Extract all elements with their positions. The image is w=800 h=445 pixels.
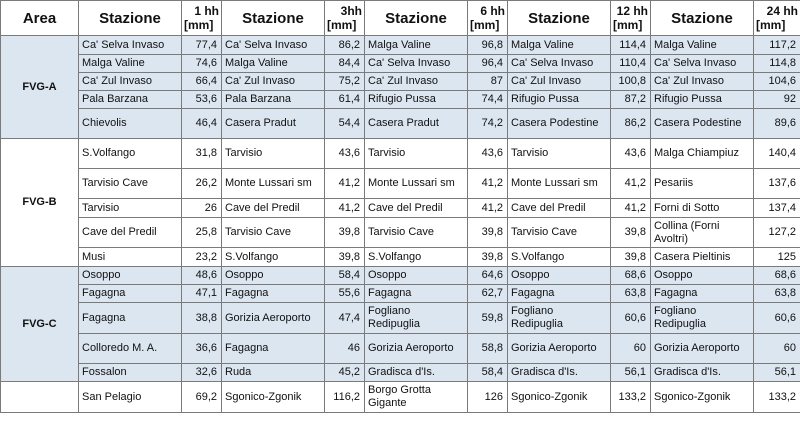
station-cell: S.Volfango bbox=[222, 248, 325, 267]
station-cell: Gorizia Aeroporto bbox=[222, 303, 325, 334]
station-cell: Ca' Zul Invaso bbox=[79, 73, 182, 91]
station-cell: Fogliano Redipuglia bbox=[365, 303, 468, 334]
stazione-header-3: Stazione bbox=[365, 1, 468, 36]
value-cell: 25,8 bbox=[182, 218, 222, 248]
value-cell: 39,8 bbox=[611, 218, 651, 248]
station-cell: Ca' Selva Invaso bbox=[222, 36, 325, 55]
table-row bbox=[1, 36, 800, 55]
value-cell: 39,8 bbox=[325, 218, 365, 248]
value-cell: 116,2 bbox=[325, 382, 365, 413]
station-cell: Tarvisio Cave bbox=[79, 169, 182, 199]
station-cell: Fagagna bbox=[651, 285, 754, 303]
value-cell: 58,4 bbox=[468, 364, 508, 382]
station-cell: Casera Pradut bbox=[222, 109, 325, 139]
area-header: Area bbox=[1, 1, 79, 36]
value-cell: 63,8 bbox=[611, 285, 651, 303]
value-cell: 59,8 bbox=[468, 303, 508, 334]
value-cell: 87,2 bbox=[611, 91, 651, 109]
station-cell: Osoppo bbox=[508, 267, 611, 285]
value-cell: 114,4 bbox=[611, 36, 651, 55]
value-cell: 26 bbox=[182, 199, 222, 218]
station-cell: Cave del Predil bbox=[508, 199, 611, 218]
value-cell: 96,8 bbox=[468, 36, 508, 55]
value-cell: 89,6 bbox=[754, 109, 800, 139]
area-cell bbox=[1, 382, 79, 413]
station-cell: Pala Barzana bbox=[222, 91, 325, 109]
value-cell: 66,4 bbox=[182, 73, 222, 91]
station-cell: Fagagna bbox=[508, 285, 611, 303]
header-row bbox=[1, 1, 800, 36]
value-cell: 55,6 bbox=[325, 285, 365, 303]
value-cell: 87 bbox=[468, 73, 508, 91]
table-row bbox=[1, 382, 800, 413]
station-cell: Ca' Selva Invaso bbox=[365, 55, 468, 73]
value-cell: 77,4 bbox=[182, 36, 222, 55]
value-cell: 46,4 bbox=[182, 109, 222, 139]
station-cell: Malga Valine bbox=[222, 55, 325, 73]
station-cell: Osoppo bbox=[222, 267, 325, 285]
value-cell: 126 bbox=[468, 382, 508, 413]
value-cell: 53,6 bbox=[182, 91, 222, 109]
station-cell: Rifugio Pussa bbox=[651, 91, 754, 109]
station-cell: Fogliano Redipuglia bbox=[651, 303, 754, 334]
station-cell: Ca' Selva Invaso bbox=[651, 55, 754, 73]
value-cell: 41,2 bbox=[611, 169, 651, 199]
value-cell: 75,2 bbox=[325, 73, 365, 91]
station-cell: Pesariis bbox=[651, 169, 754, 199]
value-cell: 32,6 bbox=[182, 364, 222, 382]
value-cell: 137,4 bbox=[754, 199, 800, 218]
value-cell: 137,6 bbox=[754, 169, 800, 199]
station-cell: Ca' Zul Invaso bbox=[365, 73, 468, 91]
station-cell: Malga Valine bbox=[651, 36, 754, 55]
station-cell: Tarvisio bbox=[79, 199, 182, 218]
value-cell: 31,8 bbox=[182, 139, 222, 169]
duration-header-12h: 12 hh [mm] bbox=[611, 1, 651, 36]
value-cell: 39,8 bbox=[611, 248, 651, 267]
value-cell: 48,6 bbox=[182, 267, 222, 285]
value-cell: 41,2 bbox=[325, 199, 365, 218]
station-cell: Sgonico-Zgonik bbox=[651, 382, 754, 413]
value-cell: 64,6 bbox=[468, 267, 508, 285]
station-cell: Sgonico-Zgonik bbox=[508, 382, 611, 413]
station-cell: Collina (Forni Avoltri) bbox=[651, 218, 754, 248]
stazione-header-4: Stazione bbox=[508, 1, 611, 36]
station-cell: Gradisca d'Is. bbox=[365, 364, 468, 382]
table-row bbox=[1, 73, 800, 91]
station-cell: Fagagna bbox=[365, 285, 468, 303]
value-cell: 41,2 bbox=[611, 199, 651, 218]
station-cell: Tarvisio bbox=[508, 139, 611, 169]
stazione-header-2: Stazione bbox=[222, 1, 325, 36]
value-cell: 74,6 bbox=[182, 55, 222, 73]
station-cell: Fagagna bbox=[79, 285, 182, 303]
duration-header-3h: 3hh [mm] bbox=[325, 1, 365, 36]
value-cell: 86,2 bbox=[611, 109, 651, 139]
value-cell: 84,4 bbox=[325, 55, 365, 73]
station-cell: Gorizia Aeroporto bbox=[508, 334, 611, 364]
area-cell: FVG-C bbox=[1, 267, 79, 382]
station-cell: Gradisca d'Is. bbox=[651, 364, 754, 382]
table-row bbox=[1, 199, 800, 218]
duration-header-24h: 24 hh [mm] bbox=[754, 1, 800, 36]
stazione-header-1: Stazione bbox=[79, 1, 182, 36]
station-cell: Cave del Predil bbox=[79, 218, 182, 248]
station-cell: Ca' Zul Invaso bbox=[222, 73, 325, 91]
value-cell: 23,2 bbox=[182, 248, 222, 267]
station-cell: San Pelagio bbox=[79, 382, 182, 413]
value-cell: 60 bbox=[611, 334, 651, 364]
table-row bbox=[1, 91, 800, 109]
value-cell: 39,8 bbox=[468, 218, 508, 248]
value-cell: 58,8 bbox=[468, 334, 508, 364]
value-cell: 140,4 bbox=[754, 139, 800, 169]
station-cell: Tarvisio Cave bbox=[365, 218, 468, 248]
value-cell: 133,2 bbox=[611, 382, 651, 413]
area-cell: FVG-A bbox=[1, 36, 79, 139]
value-cell: 117,2 bbox=[754, 36, 800, 55]
station-cell: Tarvisio Cave bbox=[222, 218, 325, 248]
station-cell: Cave del Predil bbox=[365, 199, 468, 218]
value-cell: 69,2 bbox=[182, 382, 222, 413]
station-cell: Monte Lussari sm bbox=[222, 169, 325, 199]
table-row bbox=[1, 139, 800, 169]
value-cell: 133,2 bbox=[754, 382, 800, 413]
station-cell: Ruda bbox=[222, 364, 325, 382]
value-cell: 41,2 bbox=[468, 199, 508, 218]
value-cell: 68,6 bbox=[754, 267, 800, 285]
value-cell: 39,8 bbox=[325, 248, 365, 267]
value-cell: 100,8 bbox=[611, 73, 651, 91]
station-cell: Tarvisio bbox=[222, 139, 325, 169]
station-cell: Malga Valine bbox=[79, 55, 182, 73]
station-cell: Ca' Zul Invaso bbox=[651, 73, 754, 91]
table-row bbox=[1, 334, 800, 364]
station-cell: Gorizia Aeroporto bbox=[365, 334, 468, 364]
value-cell: 58,4 bbox=[325, 267, 365, 285]
value-cell: 54,4 bbox=[325, 109, 365, 139]
value-cell: 56,1 bbox=[611, 364, 651, 382]
value-cell: 47,1 bbox=[182, 285, 222, 303]
value-cell: 86,2 bbox=[325, 36, 365, 55]
value-cell: 125 bbox=[754, 248, 800, 267]
table-row bbox=[1, 248, 800, 267]
station-cell: S.Volfango bbox=[508, 248, 611, 267]
value-cell: 43,6 bbox=[611, 139, 651, 169]
table-row bbox=[1, 109, 800, 139]
station-cell: Osoppo bbox=[365, 267, 468, 285]
station-cell: Ca' Zul Invaso bbox=[508, 73, 611, 91]
station-cell: Rifugio Pussa bbox=[365, 91, 468, 109]
station-cell: Rifugio Pussa bbox=[508, 91, 611, 109]
value-cell: 60 bbox=[754, 334, 800, 364]
value-cell: 47,4 bbox=[325, 303, 365, 334]
value-cell: 62,7 bbox=[468, 285, 508, 303]
station-cell: Casera Pradut bbox=[365, 109, 468, 139]
value-cell: 43,6 bbox=[325, 139, 365, 169]
station-cell: Gradisca d'Is. bbox=[508, 364, 611, 382]
table-row bbox=[1, 364, 800, 382]
value-cell: 127,2 bbox=[754, 218, 800, 248]
station-cell: Osoppo bbox=[651, 267, 754, 285]
station-cell: Gorizia Aeroporto bbox=[651, 334, 754, 364]
station-cell: Fogliano Redipuglia bbox=[508, 303, 611, 334]
station-cell: Colloredo M. A. bbox=[79, 334, 182, 364]
value-cell: 68,6 bbox=[611, 267, 651, 285]
value-cell: 63,8 bbox=[754, 285, 800, 303]
station-cell: Osoppo bbox=[79, 267, 182, 285]
value-cell: 60,6 bbox=[754, 303, 800, 334]
station-cell: Ca' Selva Invaso bbox=[79, 36, 182, 55]
value-cell: 110,4 bbox=[611, 55, 651, 73]
value-cell: 56,1 bbox=[754, 364, 800, 382]
table-row bbox=[1, 267, 800, 285]
station-cell: Tarvisio Cave bbox=[508, 218, 611, 248]
value-cell: 61,4 bbox=[325, 91, 365, 109]
station-cell: Tarvisio bbox=[365, 139, 468, 169]
table-row bbox=[1, 285, 800, 303]
station-cell: Fagagna bbox=[79, 303, 182, 334]
value-cell: 43,6 bbox=[468, 139, 508, 169]
station-cell: Casera Pieltinis bbox=[651, 248, 754, 267]
value-cell: 26,2 bbox=[182, 169, 222, 199]
table-row bbox=[1, 169, 800, 199]
value-cell: 104,6 bbox=[754, 73, 800, 91]
area-cell: FVG-B bbox=[1, 139, 79, 267]
station-cell: Cave del Predil bbox=[222, 199, 325, 218]
station-cell: Chievolis bbox=[79, 109, 182, 139]
value-cell: 60,6 bbox=[611, 303, 651, 334]
value-cell: 41,2 bbox=[468, 169, 508, 199]
value-cell: 96,4 bbox=[468, 55, 508, 73]
value-cell: 74,4 bbox=[468, 91, 508, 109]
station-cell: Fagagna bbox=[222, 334, 325, 364]
station-cell: Malga Valine bbox=[508, 36, 611, 55]
table-row bbox=[1, 218, 800, 248]
station-cell: Pala Barzana bbox=[79, 91, 182, 109]
station-cell: Fossalon bbox=[79, 364, 182, 382]
station-cell: Forni di Sotto bbox=[651, 199, 754, 218]
station-cell: Casera Podestine bbox=[508, 109, 611, 139]
station-cell: Monte Lussari sm bbox=[508, 169, 611, 199]
station-cell: Malga Valine bbox=[365, 36, 468, 55]
stazione-header-5: Stazione bbox=[651, 1, 754, 36]
value-cell: 46 bbox=[325, 334, 365, 364]
station-cell: S.Volfango bbox=[79, 139, 182, 169]
station-cell: Malga Chiampiuz bbox=[651, 139, 754, 169]
table-row bbox=[1, 55, 800, 73]
duration-header-1h: 1 hh [mm] bbox=[182, 1, 222, 36]
station-cell: Sgonico-Zgonik bbox=[222, 382, 325, 413]
station-cell: Musi bbox=[79, 248, 182, 267]
value-cell: 41,2 bbox=[325, 169, 365, 199]
value-cell: 36,6 bbox=[182, 334, 222, 364]
station-cell: Casera Podestine bbox=[651, 109, 754, 139]
station-cell: Borgo Grotta Gigante bbox=[365, 382, 468, 413]
station-cell: S.Volfango bbox=[365, 248, 468, 267]
value-cell: 114,8 bbox=[754, 55, 800, 73]
value-cell: 38,8 bbox=[182, 303, 222, 334]
value-cell: 74,2 bbox=[468, 109, 508, 139]
table-row bbox=[1, 303, 800, 334]
value-cell: 92 bbox=[754, 91, 800, 109]
duration-header-6h: 6 hh [mm] bbox=[468, 1, 508, 36]
station-cell: Fagagna bbox=[222, 285, 325, 303]
value-cell: 39,8 bbox=[468, 248, 508, 267]
station-cell: Monte Lussari sm bbox=[365, 169, 468, 199]
value-cell: 45,2 bbox=[325, 364, 365, 382]
station-cell: Ca' Selva Invaso bbox=[508, 55, 611, 73]
